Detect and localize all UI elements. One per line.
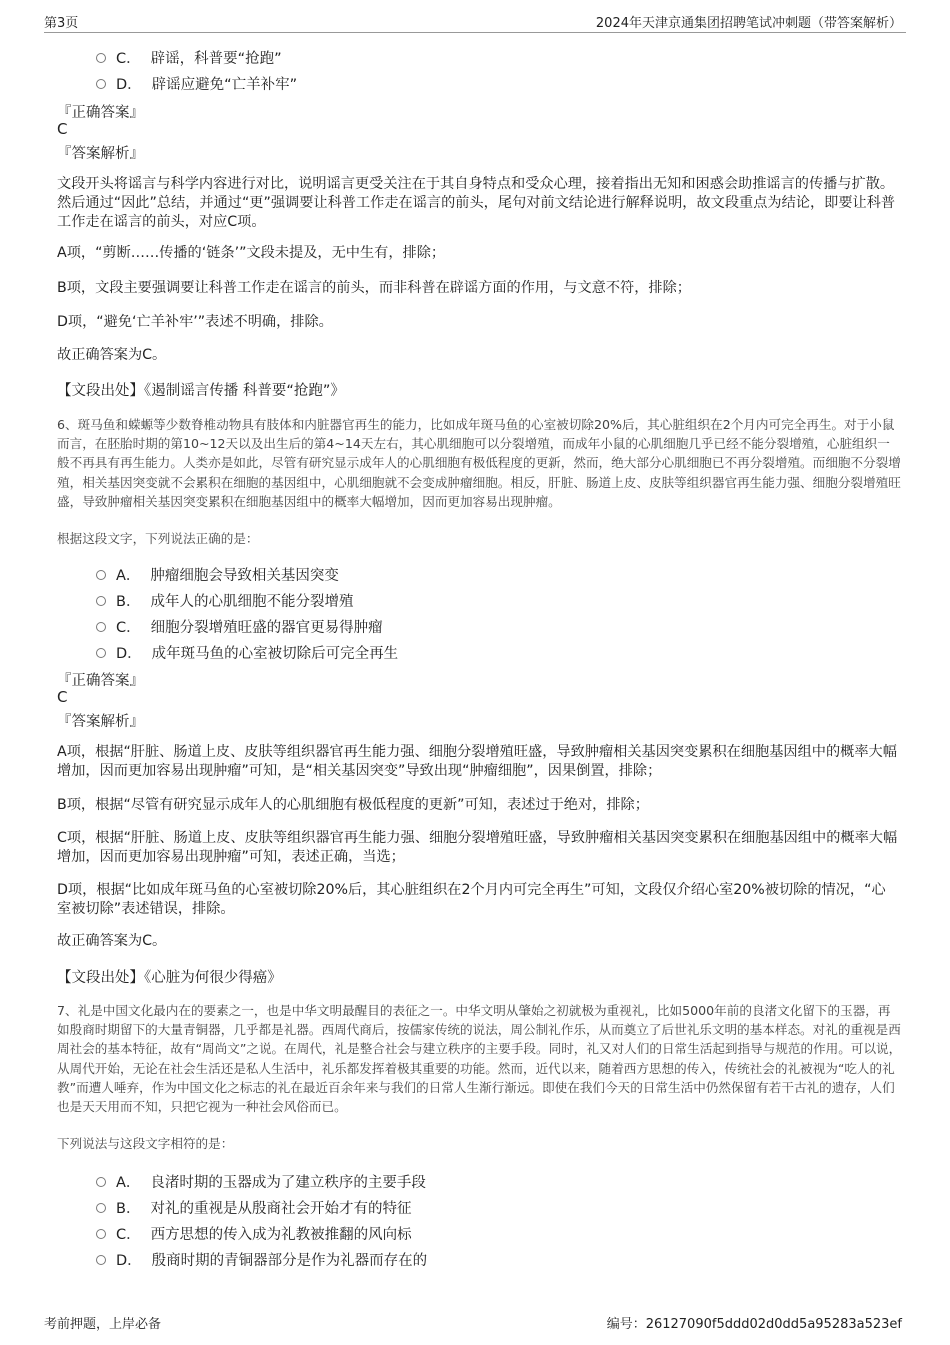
document-title: 2024年天津京通集团招聘笔试冲刺题（带答案解析） bbox=[595, 16, 902, 31]
q5-source: 【文段出处】《遏制谣言传播 科普要“抢跑”》 bbox=[57, 383, 345, 399]
q6-option-c[interactable]: C． 细胞分裂增殖旺盛的器官更易得肿瘤 bbox=[96, 616, 383, 637]
q6-analysis-label: 『答案解析』 bbox=[57, 714, 144, 730]
q6-stem: 6、斑马鱼和蝾螈等少数脊椎动物具有肢体和内脏器官再生的能力，比如成年斑马鱼的心室被切除20%后，其心脏组织在2个月内可完全再生。对于小鼠而言，在胚胎时期的第10~12天以及出生后的第4~14天左右，其心肌细胞可以分裂增殖，而成年小鼠的心肌细胞几乎已经不能分裂增殖，心脏组织一般不再具有再生能力。人类亦是如此，尽管有研究显示成年人的心肌细胞有极低程度的更新，然而，绝大部分心肌细胞已不再分裂增殖。而细胞不分裂增殖，相关基因突变就不会累积在细胞的基因组中，心肌细胞就不会变成肿瘤细胞。相反，肝脏、肠道上皮、皮肤等组织器官再生能力强、细胞分裂增殖旺盛，导致肿瘤相关基因突变累积在细胞基因组中的概率大幅增加，因而更加容易出现肿瘤。 bbox=[57, 417, 901, 509]
q7-option-d[interactable]: D． 殷商时期的青铜器部分是作为礼器而存在的 bbox=[96, 1249, 427, 1270]
radio-icon[interactable] bbox=[96, 622, 106, 632]
radio-icon[interactable] bbox=[96, 1177, 106, 1187]
radio-icon[interactable] bbox=[96, 596, 106, 606]
q5-analysis-a: A项，“剪断……传播的‘链条’”文段未提及，无中生有，排除； bbox=[57, 245, 446, 261]
radio-icon[interactable] bbox=[96, 570, 106, 580]
radio-icon[interactable] bbox=[96, 1255, 106, 1265]
page-number: 第3页 bbox=[44, 16, 79, 31]
q5-option-d[interactable]: D． 辟谣应避免“亡羊补牢” bbox=[96, 73, 297, 94]
q5-analysis-paragraph: 文段开头将谣言与科学内容进行对比，说明谣言更受关注在于其自身特点和受众心理，接着指出无知和困惑会助推谣言的传播与扩散。然后通过“因此”总结，并通过“更”强调要让科普工作走在谣言的前头，尾句对前文结论进行解释说明，故文段重点为结论，即要让科普工作走在谣言的前头，对应C项。 bbox=[57, 176, 896, 230]
q5-analysis-d: D项，“避免‘亡羊补牢’”表述不明确，排除。 bbox=[57, 314, 333, 330]
document-code: 编号：26127090f5ddd02d0dd5a95283a523ef bbox=[606, 1317, 902, 1332]
q6-analysis-c: C项，根据“肝脏、肠道上皮、皮肤等组织器官再生能力强、细胞分裂增殖旺盛，导致肿瘤相关基因突变累积在细胞基因组中的概率大幅增加，因而更加容易出现肿瘤”可知，表述正确，当选； bbox=[57, 830, 898, 865]
q7-prompt: 下列说法与这段文字相符的是： bbox=[57, 1136, 234, 1151]
radio-icon[interactable] bbox=[96, 79, 106, 89]
q6-conclusion: 故正确答案为C。 bbox=[57, 933, 167, 949]
footer-slogan: 考前押题，上岸必备 bbox=[44, 1317, 162, 1332]
q5-conclusion: 故正确答案为C。 bbox=[57, 347, 167, 363]
radio-icon[interactable] bbox=[96, 53, 106, 63]
q6-answer: C bbox=[57, 688, 68, 706]
q6-option-b[interactable]: B． 成年人的心肌细胞不能分裂增殖 bbox=[96, 590, 353, 611]
q5-answer-label: 『正确答案』 bbox=[57, 105, 144, 121]
q6-answer-label: 『正确答案』 bbox=[57, 673, 144, 689]
radio-icon[interactable] bbox=[96, 1229, 106, 1239]
page-header bbox=[44, 12, 906, 33]
radio-icon[interactable] bbox=[96, 1203, 106, 1213]
q6-option-a[interactable]: A． 肿瘤细胞会导致相关基因突变 bbox=[96, 564, 339, 585]
q6-analysis-d: D项，根据“比如成年斑马鱼的心室被切除20%后，其心脏组织在2个月内可完全再生”可知，文段仅介绍心室20%被切除的情况，“心室被切除”表述错误，排除。 bbox=[57, 882, 886, 917]
q5-answer: C bbox=[57, 120, 68, 138]
q6-analysis-a: A项，根据“肝脏、肠道上皮、皮肤等组织器官再生能力强、细胞分裂增殖旺盛，导致肿瘤相关基因突变累积在细胞基因组中的概率大幅增加，因而更加容易出现肿瘤”可知，是“相关基因突变”导致出现“肿瘤细胞”，因果倒置，排除； bbox=[57, 744, 897, 779]
q7-option-a[interactable]: A． 良渚时期的玉器成为了建立秩序的主要手段 bbox=[96, 1171, 426, 1192]
q7-option-c[interactable]: C． 西方思想的传入成为礼教被推翻的风向标 bbox=[96, 1223, 412, 1244]
q6-source: 【文段出处】《心脏为何很少得癌》 bbox=[57, 970, 282, 986]
q6-analysis-b: B项，根据“尽管有研究显示成年人的心肌细胞有极低程度的更新”可知，表述过于绝对，排除； bbox=[57, 797, 649, 813]
q5-analysis-label: 『答案解析』 bbox=[57, 146, 144, 162]
q7-stem: 7、礼是中国文化最内在的要素之一，也是中华文明最醒目的表征之一。中华文明从肇始之初就极为重视礼，比如5000年前的良渚文化留下的玉器，再如殷商时期留下的大量青铜器，几乎都是礼器。西周代商后，按儒家传统的说法，周公制礼作乐，从而奠立了后世礼乐文明的基本样态。对礼的重视是西周社会的基本特征，故有“周尚文”之说。在周代，礼是整合社会与建立秩序的主要手段。同时，礼又对人们的日常生活起到指导与规范的作用。可以说，从周代开始，无论在社会生活还是私人生活中，礼乐都发挥着极其重要的功能。然而，近代以来，随着西方思想的传入，传统社会的礼被视为“吃人的礼教”而遭人唾弃，作为中国文化之标志的礼在最近百余年来与我们的日常人生渐行渐远。即使在我们今天的日常生活中仍然保留有若干古礼的遗存，人们也是天天用而不知，只把它视为一种社会风俗而已。 bbox=[57, 1003, 902, 1115]
q5-option-c[interactable]: C． 辟谣，科普要“抢跑” bbox=[96, 47, 282, 68]
q6-prompt: 根据这段文字，下列说法正确的是： bbox=[57, 531, 259, 546]
q7-option-b[interactable]: B． 对礼的重视是从殷商社会开始才有的特征 bbox=[96, 1197, 411, 1218]
q6-option-d[interactable]: D． 成年斑马鱼的心室被切除后可完全再生 bbox=[96, 642, 398, 663]
q5-analysis-b: B项，文段主要强调要让科普工作走在谣言的前头，而非科普在辟谣方面的作用，与文意不符，排除； bbox=[57, 280, 691, 296]
radio-icon[interactable] bbox=[96, 648, 106, 658]
